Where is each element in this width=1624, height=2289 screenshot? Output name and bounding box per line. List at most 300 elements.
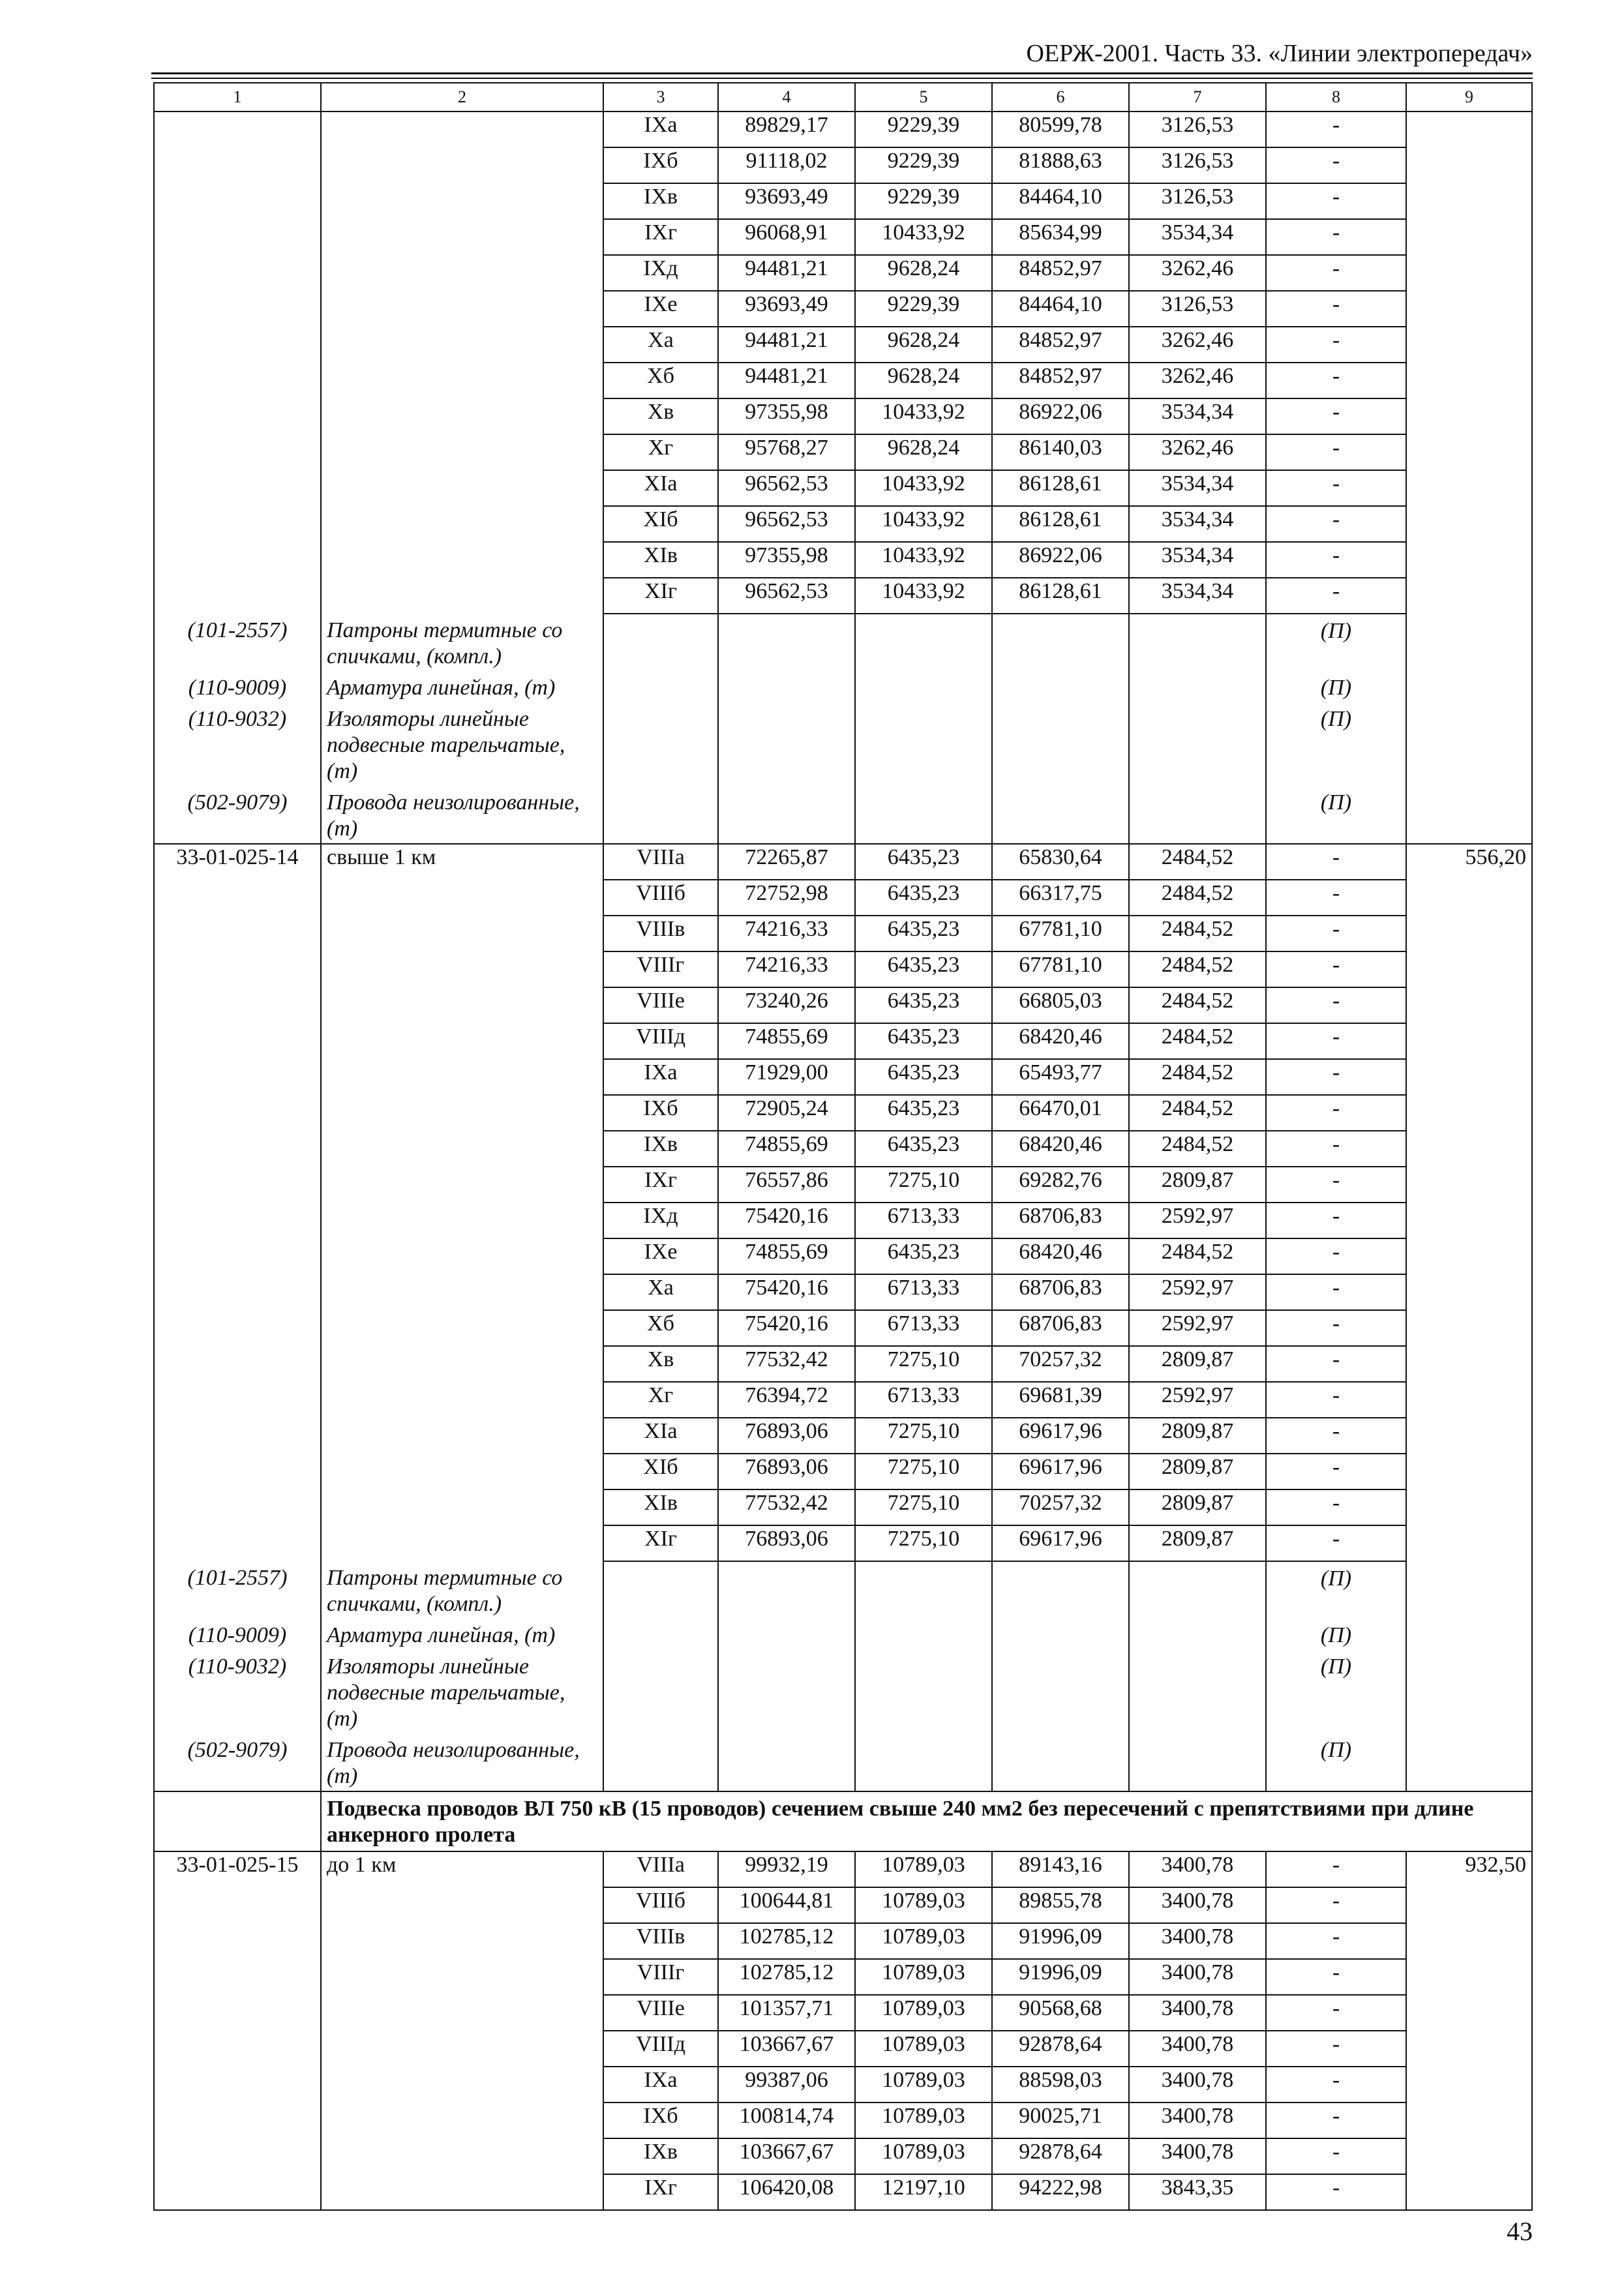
- total-cell-text: 102785,12: [739, 1960, 834, 1984]
- table-row: [154, 1454, 1532, 1489]
- material-cell: [1266, 255, 1406, 291]
- driver-wage-cell-text: 3126,53: [1161, 149, 1234, 173]
- driver-wage-cell: [1129, 1887, 1266, 1923]
- total-cell-text: 74855,69: [745, 1025, 828, 1049]
- wage-cell: [855, 1489, 992, 1525]
- machine-cell-text: 84852,97: [1019, 256, 1102, 280]
- zone-cell: [603, 1203, 718, 1238]
- material-cell-text: -: [1332, 400, 1340, 424]
- total-cell: [718, 1023, 855, 1059]
- total-cell: [718, 880, 855, 916]
- wage-cell-text: 10789,03: [882, 2140, 965, 2164]
- driver-wage-cell-text: 3400,78: [1161, 1924, 1234, 1949]
- name-cell: [321, 1167, 603, 1203]
- material-cell-text: -: [1332, 471, 1340, 496]
- material-cell: [1266, 1059, 1406, 1095]
- table-row: [154, 2138, 1532, 2174]
- material-cell: [1266, 1489, 1406, 1525]
- resource-name: [321, 1619, 603, 1650]
- zone-cell-text: VIIIб: [636, 1889, 685, 1913]
- price-cell: [1406, 1561, 1532, 1619]
- total-cell-text: 103667,67: [739, 2140, 834, 2164]
- code-cell: [154, 1310, 321, 1346]
- driver-wage-cell: [1129, 1346, 1266, 1382]
- driver-wage-cell: [1129, 398, 1266, 434]
- machine-cell-text: 68420,46: [1019, 1240, 1102, 1264]
- price-cell: [1406, 987, 1532, 1023]
- material-cell: [1266, 470, 1406, 506]
- zone-cell-text: Xа: [648, 328, 674, 352]
- resource-code: [154, 702, 321, 786]
- resource-code-text: (110-9009): [188, 1623, 287, 1647]
- material-cell-text: -: [1332, 1132, 1340, 1156]
- wage-cell: [855, 291, 992, 327]
- machine-cell: [992, 2174, 1129, 2210]
- name-cell-text: до 1 км: [327, 1853, 397, 1877]
- section-heading-text: Подвеска проводов ВЛ 750 кВ (15 проводов) сечением свыше 240 мм2 без пересечений с препятствиями при длине анкерного пролета: [327, 1797, 1474, 1847]
- name-cell: [321, 880, 603, 916]
- empty-cell: [855, 614, 992, 671]
- driver-wage-cell-text: 2809,87: [1161, 1455, 1234, 1479]
- zone-cell-text: VIIIв: [636, 1924, 685, 1949]
- machine-cell-text: 90568,68: [1019, 1996, 1102, 2020]
- table-row: [154, 1382, 1532, 1418]
- driver-wage-cell: [1129, 1959, 1266, 1995]
- price-cell: [1406, 671, 1532, 702]
- table-row: [154, 542, 1532, 578]
- total-cell-text: 71929,00: [745, 1060, 828, 1085]
- total-cell: [718, 1382, 855, 1418]
- price-cell: [1406, 506, 1532, 542]
- resource-row: [154, 1650, 1532, 1733]
- code-cell: [154, 1525, 321, 1561]
- driver-wage-cell-text: 2484,52: [1161, 953, 1234, 977]
- machine-cell-text: 69617,96: [1019, 1455, 1102, 1479]
- empty-cell: [718, 1619, 855, 1650]
- price-cell: [1406, 2174, 1532, 2210]
- driver-wage-cell: [1129, 1274, 1266, 1310]
- driver-wage-cell-text: 2484,52: [1161, 917, 1234, 941]
- zone-cell-text: IXв: [644, 2140, 678, 2164]
- machine-cell: [992, 1023, 1129, 1059]
- material-cell-text: -: [1332, 256, 1340, 280]
- wage-cell-text: 6713,33: [887, 1311, 960, 1336]
- total-cell-text: 103667,67: [739, 2032, 834, 2056]
- total-cell: [718, 1095, 855, 1131]
- column-number-text: 3: [656, 87, 665, 106]
- zone-cell: [603, 1023, 718, 1059]
- total-cell: [718, 398, 855, 434]
- empty-cell: [855, 1733, 992, 1791]
- material-cell-text: -: [1332, 1347, 1340, 1371]
- driver-wage-cell: [1129, 1382, 1266, 1418]
- name-cell: [321, 255, 603, 291]
- column-number-text: 5: [919, 87, 928, 106]
- name-cell: [321, 112, 603, 147]
- total-cell-text: 99932,19: [745, 1853, 828, 1877]
- empty-cell: [1129, 1733, 1266, 1791]
- name-cell: [321, 1095, 603, 1131]
- column-number-text: 8: [1332, 87, 1340, 106]
- empty-cell: [1129, 786, 1266, 844]
- price-cell: [1406, 844, 1532, 880]
- material-cell: [1266, 147, 1406, 183]
- wage-cell: [855, 398, 992, 434]
- empty-cell: [992, 1619, 1129, 1650]
- wage-cell: [855, 578, 992, 614]
- resource-mark: [1266, 702, 1406, 786]
- table-row: [154, 470, 1532, 506]
- machine-cell: [992, 542, 1129, 578]
- code-cell: [154, 363, 321, 398]
- machine-cell-text: 88598,03: [1019, 2068, 1102, 2092]
- zone-cell-text: Xг: [648, 1383, 674, 1407]
- material-cell-text: -: [1332, 989, 1340, 1013]
- total-cell-text: 102785,12: [739, 1924, 834, 1949]
- code-cell: [154, 1995, 321, 2031]
- total-cell-text: 96562,53: [745, 471, 828, 496]
- driver-wage-cell-text: 3262,46: [1161, 436, 1234, 460]
- price-cell: [1406, 578, 1532, 614]
- page-number: 43: [1507, 2217, 1533, 2246]
- material-cell-text: -: [1332, 1240, 1340, 1264]
- table-row: [154, 255, 1532, 291]
- machine-cell-text: 65493,77: [1019, 1060, 1102, 1085]
- total-cell-text: 100644,81: [739, 1889, 834, 1913]
- total-cell: [718, 1454, 855, 1489]
- name-cell: [321, 219, 603, 255]
- empty-cell: [603, 1619, 718, 1650]
- material-cell: [1266, 1887, 1406, 1923]
- code-cell: [154, 1382, 321, 1418]
- price-cell: [1406, 291, 1532, 327]
- total-cell-text: 94481,21: [745, 256, 828, 280]
- driver-wage-cell-text: 2809,87: [1161, 1491, 1234, 1515]
- driver-wage-cell: [1129, 1131, 1266, 1167]
- wage-cell-text: 6713,33: [887, 1204, 960, 1228]
- table-row: [154, 1923, 1532, 1959]
- zone-cell-text: XIб: [643, 507, 678, 531]
- resource-name: [321, 614, 603, 671]
- wage-cell: [855, 1023, 992, 1059]
- table-row: [154, 2031, 1532, 2067]
- zone-cell-text: IXг: [644, 220, 677, 245]
- wage-cell-text: 7275,10: [887, 1419, 960, 1443]
- resource-name: [321, 1733, 603, 1791]
- wage-cell: [855, 2102, 992, 2138]
- zone-cell: [603, 219, 718, 255]
- table-row: [154, 398, 1532, 434]
- empty-cell: [1129, 702, 1266, 786]
- driver-wage-cell-text: 3534,34: [1161, 220, 1234, 245]
- machine-cell: [992, 578, 1129, 614]
- price-cell: [1406, 183, 1532, 219]
- code-cell: [154, 1923, 321, 1959]
- zone-cell-text: IXг: [644, 1168, 677, 1192]
- material-cell-text: -: [1332, 1853, 1340, 1877]
- code-cell: [154, 2138, 321, 2174]
- total-cell-text: 93693,49: [745, 185, 828, 209]
- table-row: [154, 1131, 1532, 1167]
- total-cell: [718, 470, 855, 506]
- zone-cell: [603, 2031, 718, 2067]
- zone-cell: [603, 2102, 718, 2138]
- driver-wage-cell-text: 3126,53: [1161, 113, 1234, 137]
- resource-code: [154, 1619, 321, 1650]
- material-cell-text: -: [1332, 328, 1340, 352]
- zone-cell: [603, 2067, 718, 2102]
- wage-cell: [855, 1454, 992, 1489]
- empty-cell: [855, 671, 992, 702]
- total-cell: [718, 2174, 855, 2210]
- empty-cell: [992, 1650, 1129, 1733]
- total-cell: [718, 1310, 855, 1346]
- price-cell: [1406, 1059, 1532, 1095]
- zone-cell-text: Xб: [647, 1311, 674, 1336]
- zone-cell-text: XIв: [644, 1491, 678, 1515]
- price-cell: [1406, 255, 1532, 291]
- zone-cell: [603, 1131, 718, 1167]
- wage-cell: [855, 219, 992, 255]
- wage-cell: [855, 880, 992, 916]
- table-row: [154, 363, 1532, 398]
- zone-cell: [603, 112, 718, 147]
- name-cell: [321, 327, 603, 363]
- material-cell: [1266, 398, 1406, 434]
- material-cell: [1266, 1203, 1406, 1238]
- resource-row: [154, 702, 1532, 786]
- total-cell-text: 77532,42: [745, 1491, 828, 1515]
- zone-cell: [603, 1959, 718, 1995]
- name-cell: [321, 1851, 603, 1887]
- resource-code-text: (502-9079): [187, 1738, 288, 1762]
- total-cell-text: 99387,06: [745, 2068, 828, 2092]
- total-cell-text: 94481,21: [745, 364, 828, 388]
- material-cell-text: -: [1332, 1491, 1340, 1515]
- wage-cell-text: 10789,03: [882, 2104, 965, 2128]
- driver-wage-cell-text: 2484,52: [1161, 881, 1234, 905]
- wage-cell: [855, 2138, 992, 2174]
- zone-cell-text: IXд: [643, 1204, 678, 1228]
- column-number-text: 2: [458, 87, 466, 106]
- price-cell: [1406, 1167, 1532, 1203]
- driver-wage-cell-text: 3400,78: [1161, 1853, 1234, 1877]
- total-cell-text: 96068,91: [745, 220, 828, 245]
- empty-cell: [718, 1733, 855, 1791]
- driver-wage-cell-text: 3262,46: [1161, 328, 1234, 352]
- zone-cell-text: Xв: [647, 1347, 674, 1371]
- driver-wage-cell: [1129, 2138, 1266, 2174]
- machine-cell-text: 91996,09: [1019, 1960, 1102, 1984]
- machine-cell-text: 84852,97: [1019, 364, 1102, 388]
- resource-name-text: Патроны термитные со спичками, (компл.): [327, 1566, 563, 1616]
- material-cell-text: -: [1332, 220, 1340, 245]
- price-cell: [1406, 786, 1532, 844]
- material-cell: [1266, 880, 1406, 916]
- resource-row: [154, 1733, 1532, 1791]
- material-cell: [1266, 291, 1406, 327]
- material-cell: [1266, 1851, 1406, 1887]
- table-row: [154, 434, 1532, 470]
- driver-wage-cell-text: 3534,34: [1161, 543, 1234, 567]
- zone-cell: [603, 363, 718, 398]
- machine-cell: [992, 916, 1129, 951]
- price-cell: [1406, 1995, 1532, 2031]
- machine-cell: [992, 880, 1129, 916]
- zone-cell: [603, 880, 718, 916]
- wage-cell: [855, 1525, 992, 1561]
- table-row: [154, 2067, 1532, 2102]
- wage-cell: [855, 2174, 992, 2210]
- price-cell: [1406, 363, 1532, 398]
- wage-cell: [855, 1059, 992, 1095]
- price-cell: [1406, 470, 1532, 506]
- material-cell: [1266, 327, 1406, 363]
- name-cell: [321, 1023, 603, 1059]
- empty-cell: [718, 671, 855, 702]
- driver-wage-cell: [1129, 291, 1266, 327]
- total-cell: [718, 327, 855, 363]
- total-cell: [718, 2067, 855, 2102]
- column-number-text: 4: [782, 87, 791, 106]
- resource-mark: [1266, 671, 1406, 702]
- name-cell: [321, 1131, 603, 1167]
- driver-wage-cell: [1129, 1525, 1266, 1561]
- zone-cell: [603, 1238, 718, 1274]
- zone-cell: [603, 183, 718, 219]
- material-cell-text: -: [1332, 1889, 1340, 1913]
- material-cell: [1266, 951, 1406, 987]
- zone-cell-text: Xв: [647, 400, 674, 424]
- resource-code-text: (110-9032): [188, 1654, 287, 1679]
- machine-cell-text: 89855,78: [1019, 1889, 1102, 1913]
- wage-cell-text: 7275,10: [887, 1168, 960, 1192]
- material-cell-text: -: [1332, 1419, 1340, 1443]
- price-cell: [1406, 434, 1532, 470]
- total-cell: [718, 2138, 855, 2174]
- wage-cell-text: 7275,10: [887, 1455, 960, 1479]
- wage-cell-text: 6435,23: [887, 953, 960, 977]
- driver-wage-cell: [1129, 1095, 1266, 1131]
- code-cell: [154, 578, 321, 614]
- material-cell: [1266, 1023, 1406, 1059]
- code-cell: [154, 183, 321, 219]
- zone-cell: [603, 1310, 718, 1346]
- machine-cell: [992, 1454, 1129, 1489]
- zone-cell: [603, 844, 718, 880]
- machine-cell-text: 86128,61: [1019, 471, 1102, 496]
- total-cell: [718, 219, 855, 255]
- driver-wage-cell-text: 3262,46: [1161, 364, 1234, 388]
- machine-cell: [992, 844, 1129, 880]
- wage-cell: [855, 542, 992, 578]
- zone-cell-text: VIIIд: [636, 2032, 685, 2056]
- wage-cell: [855, 1995, 992, 2031]
- total-cell: [718, 987, 855, 1023]
- name-cell: [321, 470, 603, 506]
- resource-name-text: Провода неизолированные, (т): [327, 1738, 580, 1788]
- wage-cell: [855, 1131, 992, 1167]
- resource-code: [154, 1650, 321, 1733]
- material-cell: [1266, 1346, 1406, 1382]
- machine-cell-text: 69617,96: [1019, 1527, 1102, 1551]
- driver-wage-cell: [1129, 2102, 1266, 2138]
- machine-cell-text: 69282,76: [1019, 1168, 1102, 1192]
- wage-cell: [855, 1887, 992, 1923]
- empty-cell: [992, 702, 1129, 786]
- material-cell-text: -: [1332, 1311, 1340, 1336]
- name-cell: [321, 1887, 603, 1923]
- price-cell: [1406, 1346, 1532, 1382]
- table-row: [154, 916, 1532, 951]
- material-cell: [1266, 1454, 1406, 1489]
- code-cell: [154, 2031, 321, 2067]
- running-header: ОЕРЖ-2001. Часть 33. «Линии электропередач»: [1026, 40, 1533, 67]
- driver-wage-cell-text: 3262,46: [1161, 256, 1234, 280]
- wage-cell: [855, 1959, 992, 1995]
- wage-cell: [855, 1923, 992, 1959]
- table-row: [154, 1418, 1532, 1454]
- machine-cell: [992, 470, 1129, 506]
- price-cell: [1406, 1023, 1532, 1059]
- column-number: [992, 83, 1129, 112]
- wage-cell: [855, 434, 992, 470]
- zone-cell: [603, 434, 718, 470]
- code-cell: [154, 1489, 321, 1525]
- material-cell: [1266, 506, 1406, 542]
- empty-cell: [718, 1650, 855, 1733]
- zone-cell: [603, 2174, 718, 2210]
- driver-wage-cell: [1129, 2031, 1266, 2067]
- material-cell: [1266, 1959, 1406, 1995]
- material-cell: [1266, 363, 1406, 398]
- material-cell: [1266, 1923, 1406, 1959]
- rates-table: [153, 82, 1533, 2211]
- price-cell: [1406, 1887, 1532, 1923]
- machine-cell: [992, 363, 1129, 398]
- table-row: [154, 219, 1532, 255]
- wage-cell-text: 10789,03: [882, 1960, 965, 1984]
- machine-cell: [992, 2138, 1129, 2174]
- machine-cell-text: 86140,03: [1019, 436, 1102, 460]
- machine-cell-text: 85634,99: [1019, 220, 1102, 245]
- resource-row: [154, 786, 1532, 844]
- code-cell: [154, 2174, 321, 2210]
- wage-cell-text: 9628,24: [887, 256, 960, 280]
- wage-cell: [855, 255, 992, 291]
- driver-wage-cell: [1129, 1995, 1266, 2031]
- price-cell: [1406, 1131, 1532, 1167]
- driver-wage-cell-text: 3126,53: [1161, 292, 1234, 316]
- total-cell-text: 76557,86: [745, 1168, 828, 1192]
- total-cell: [718, 434, 855, 470]
- total-cell: [718, 147, 855, 183]
- table-row: [154, 951, 1532, 987]
- table-row: [154, 1310, 1532, 1346]
- zone-cell: [603, 255, 718, 291]
- empty-cell: [855, 786, 992, 844]
- empty-cell: [1129, 1619, 1266, 1650]
- code-cell: [154, 1238, 321, 1274]
- machine-cell-text: 68706,83: [1019, 1276, 1102, 1300]
- resource-mark-text: (П): [1320, 1623, 1352, 1647]
- resource-code: [154, 1561, 321, 1619]
- table-row: [154, 1238, 1532, 1274]
- wage-cell-text: 9628,24: [887, 328, 960, 352]
- resource-mark-text: (П): [1320, 1654, 1352, 1679]
- resource-mark-text: (П): [1320, 676, 1352, 700]
- wage-cell: [855, 987, 992, 1023]
